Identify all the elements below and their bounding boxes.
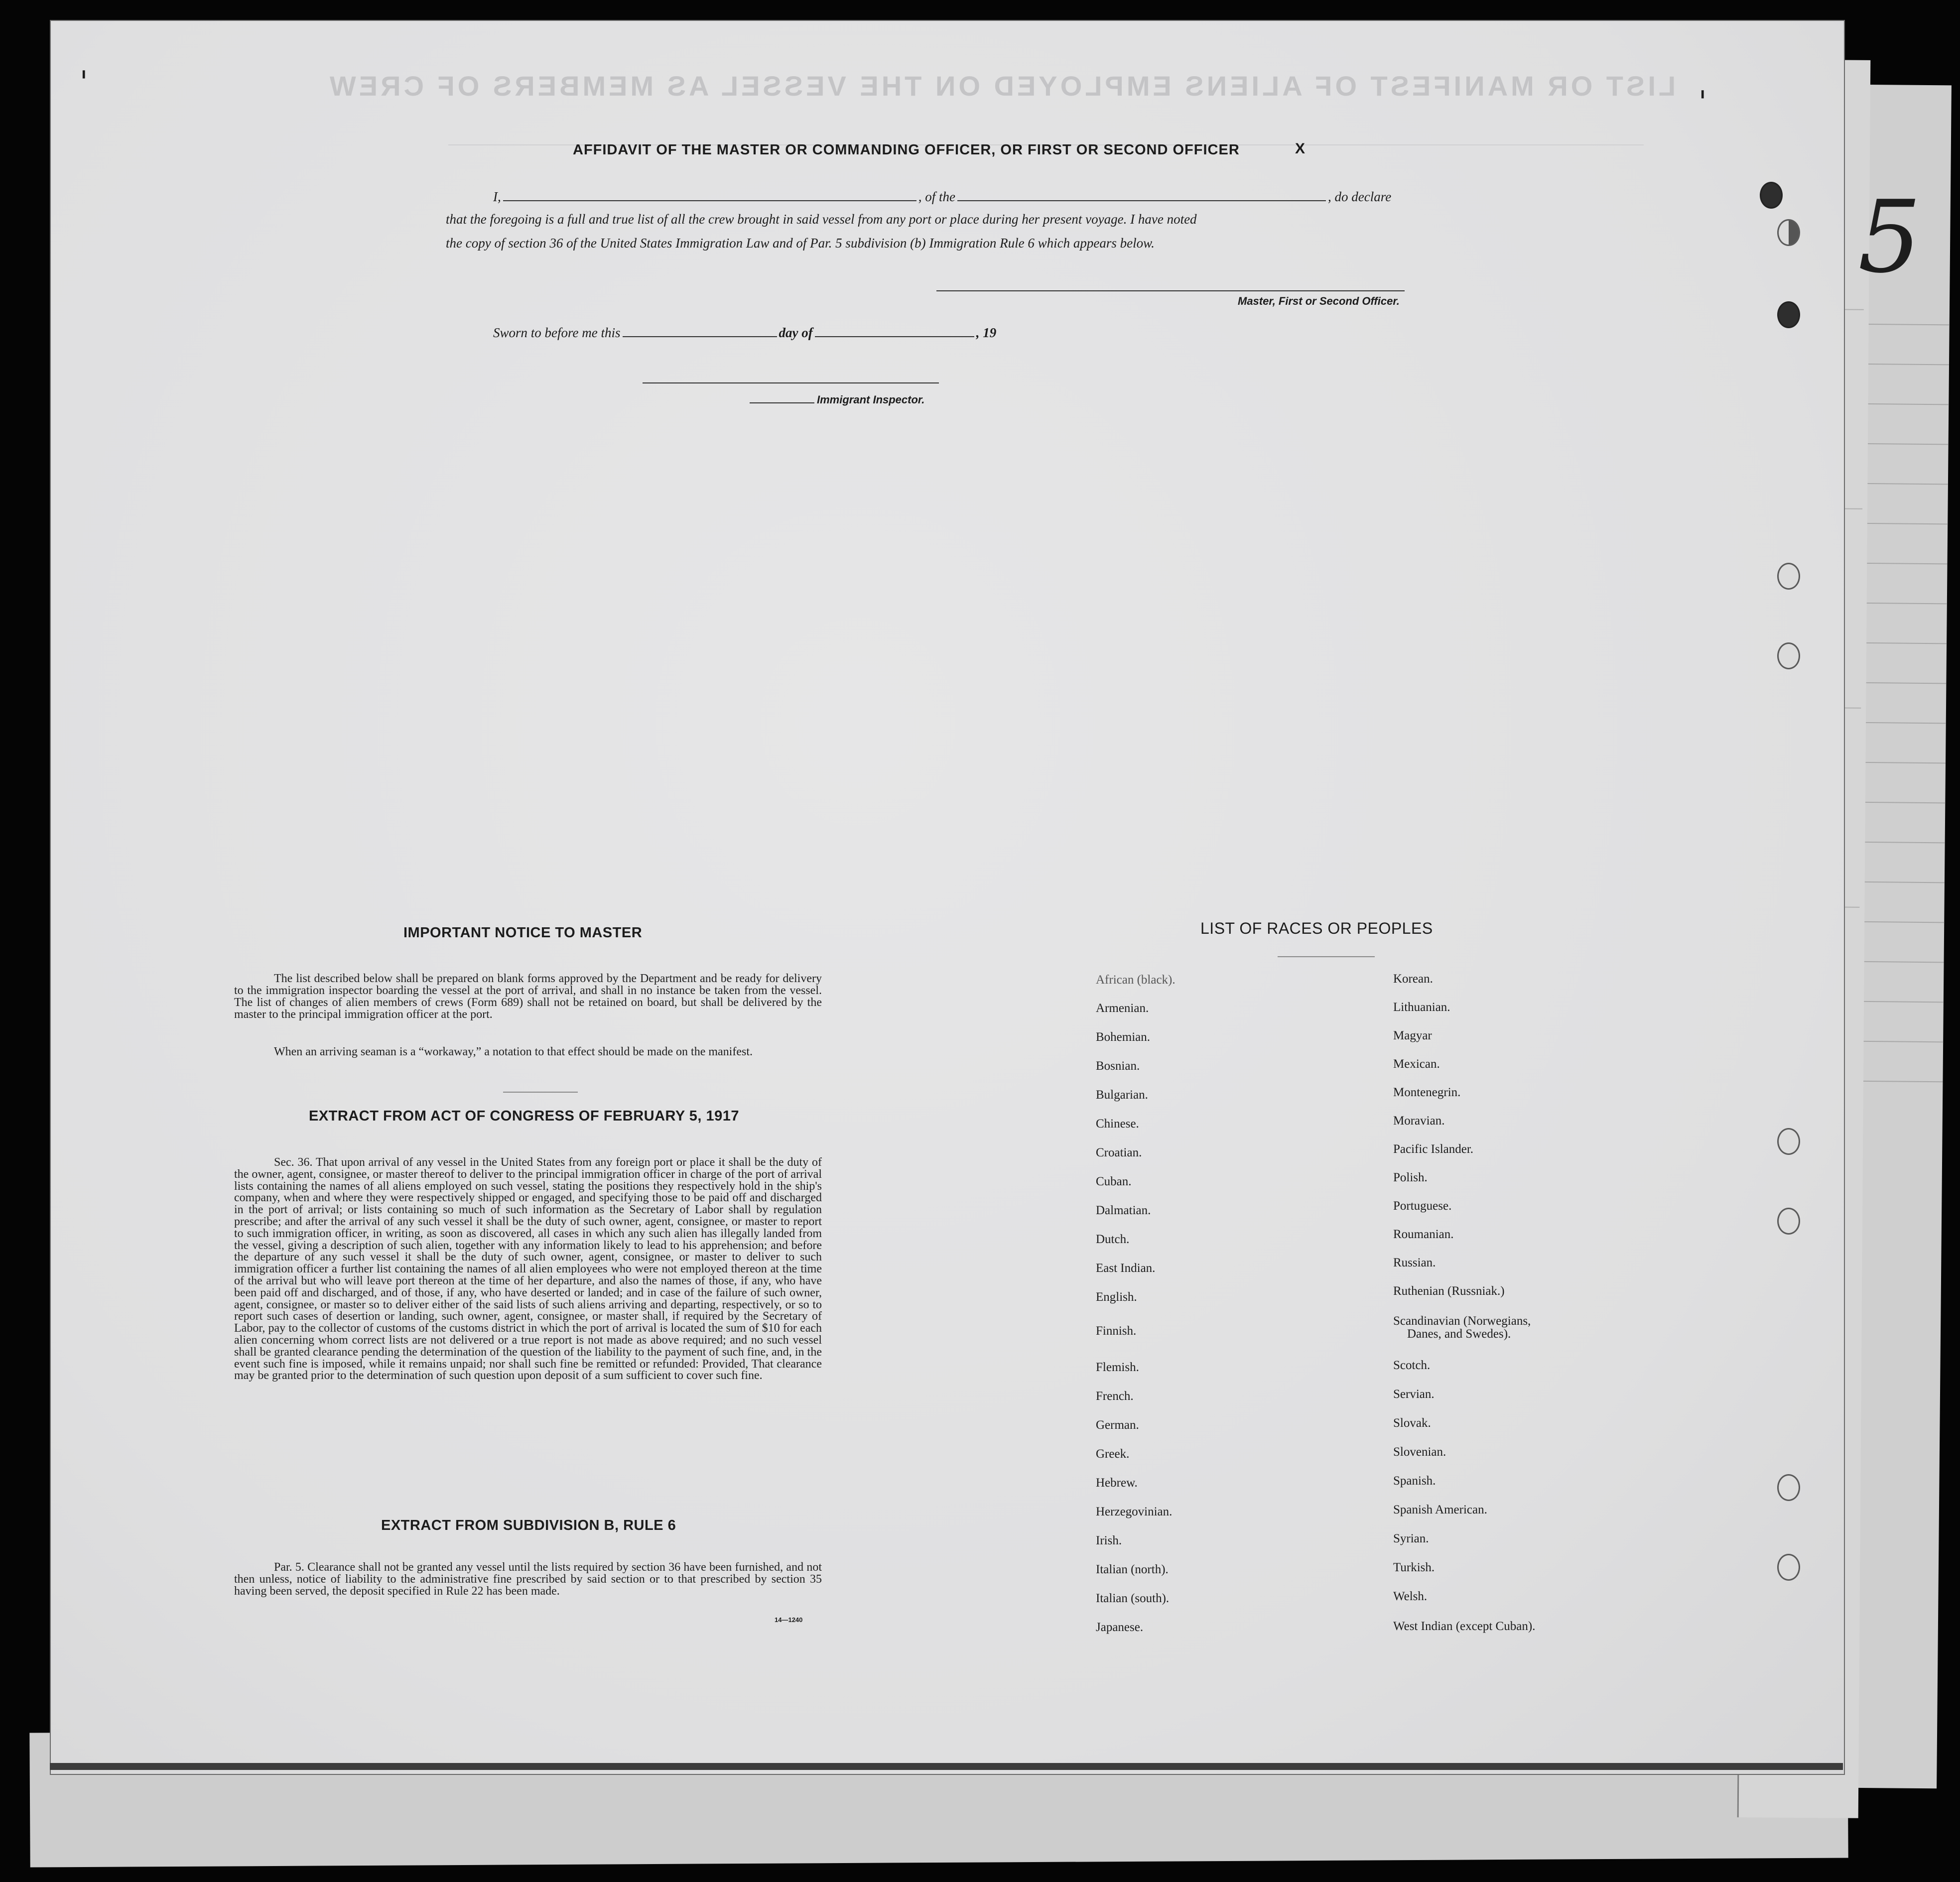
punch-hole [1777,1554,1800,1581]
affidavit-title: AFFIDAVIT OF THE MASTER OR COMMANDING OFFICER, OR FIRST OR SECOND OFFICER [573,142,1240,158]
affidavit-of-the: , of the [918,189,955,204]
corner-tick-mark: ' [1699,85,1707,120]
race-item: Welsh. [1393,1590,1428,1603]
race-item: Finnish. [1096,1324,1137,1338]
race-item: Croatian. [1096,1146,1142,1159]
sworn-month-blank[interactable] [815,325,974,337]
form-number: 14—1240 [775,1616,803,1624]
act-section-36-text: Sec. 36. That upon arrival of any vessel in the United States from any foreign port or place it shall be the duty of the owner, agent, consignee, or master thereof to deliver to the principal immigration officer in charge of the port of arrival lists containing the names of all aliens employed on such vessel, stating the positions they respectively hold in the ship's company, when and where they were respectively shipped or engaged, and specifying those to be paid off and discharged in the port of arrival; or lists containing so much of such information as the Secretary of Labor shall by regulation prescribe; and after the arrival of any such vessel it shall be the duty of such owner, agent, consignee, or master to report to such immigration officer, in writing, as soon as discovered, all cases in which any such alien has illegally landed from the vessel, giving a description of such alien, together with any information likely to lead to his apprehension; and before the departure of any such vessel it shall be the duty of such owner, agent, consignee, or master to deliver to such immigration officer a further list containing the names of all alien employees who were not employed thereon at the time of the arrival but who will leave port thereon at the time of her departure, and also the names of those, if any, who have been paid off and discharged, and of those, if any, who have deserted or landed; and in case of the failure of such owner, agent, consignee, or master so to deliver either of the said lists of such aliens arriving and departing, respectively, or so to report such cases of desertion or landing, such owner, agent, consignee, or master shall, if required by the Secretary of Labor, pay to the collector of customs of the customs district in which the port of arrival is located the sum of $10 for each alien concerning whom correct lists are not delivered or a true report is not made as above required; and no such vessel shall be granted clearance pending the determination of the question of the liability to the payment of such fine, and, in the event such fine is imposed, while it remains unpaid; nor shall such fine be remitted or refunded: Provided, That clearance may be granted prior to the determination of such question upon deposit of a sum sufficient to cover such fine. [234,1156,822,1382]
sworn-prefix: Sworn to before me this [493,325,621,340]
sworn-line [493,325,996,341]
race-item: French. [1096,1389,1134,1403]
punch-hole [1777,301,1800,328]
margin-number-mark: 5 [1858,179,1922,295]
race-item: Bosnian. [1096,1059,1140,1073]
race-item: Russian. [1393,1256,1436,1269]
sworn-year: , 19 [976,325,997,340]
punch-hole [1777,642,1800,669]
name-blank[interactable] [503,189,916,201]
race-item: Spanish. [1393,1474,1436,1488]
races-divider [1278,956,1375,957]
race-item: Moravian. [1393,1114,1445,1128]
race-item: Italian (south). [1096,1592,1170,1605]
race-item: Dalmatian. [1096,1204,1151,1217]
race-item: Bohemian. [1096,1030,1151,1044]
race-item: Polish. [1393,1171,1428,1184]
race-item: German. [1096,1418,1139,1432]
race-item: Scotch. [1393,1359,1431,1372]
inspector-short-line [750,402,814,403]
page-surface [51,21,1844,1774]
punch-hole [1777,1208,1800,1235]
affidavit-line-3: the copy of section 36 of the United States Immigration Law and of Par. 5 subdivision (b) Immigration Rule 6 which appears below. [446,236,1155,251]
rule-paragraph: Par. 5. Clearance shall not be granted any vessel until the lists required by section 36 have been furnished, and not then unless, notice of liability to the administrative fine prescribed by said section or to that prescribed by section 35 having been served, the deposit specified in Rule 22 has been made. [234,1561,822,1598]
race-item: Hebrew. [1096,1476,1138,1490]
notice-paragraph-1: The list described below shall be prepared on blank forms approved by the Department and be ready for delivery to the immigration inspector boarding the vessel at the port of arrival, and shall in no instance be taken from the vessel. The list of changes of alien members of crews (Form 689) shall not be retained on board, but shall be delivered by the master to the principal immigration officer at the port. [234,972,822,1021]
race-item: English. [1096,1290,1137,1304]
race-item: Slovenian. [1393,1445,1446,1459]
reverse-side-bleedthrough: LIST OR MANIFEST OF ALIENS EMPLOYED ON THE VESSEL AS MEMBERS OF CREW [326,70,1676,102]
race-item: Greek. [1096,1447,1130,1461]
sworn-day-of: day of [779,325,813,340]
race-item: Irish. [1096,1534,1122,1547]
race-item: Bulgarian. [1096,1088,1148,1102]
race-item: Ruthenian (Russniak.) [1393,1284,1505,1298]
act-heading: EXTRACT FROM ACT OF CONGRESS OF FEBRUARY 5, 1917 [309,1108,740,1124]
race-item: Danes, and Swedes). [1407,1327,1511,1341]
race-item: Servian. [1393,1387,1435,1401]
race-item: Cuban. [1096,1175,1132,1188]
punch-hole [1777,1474,1800,1501]
race-item: Armenian. [1096,1002,1149,1015]
affidavit-mark: X [1295,140,1306,157]
master-signature-label: Master, First or Second Officer. [1238,295,1400,307]
race-item: Slovak. [1393,1416,1431,1430]
race-item: East Indian. [1096,1261,1156,1275]
affidavit-line-2: that the foregoing is a full and true list of all the crew brought in said vessel from any port or place during her present voyage. I have noted [446,212,1197,227]
notice-heading: IMPORTANT NOTICE TO MASTER [403,925,643,941]
rule-heading: EXTRACT FROM SUBDIVISION B, RULE 6 [381,1517,676,1533]
race-item: Italian (north). [1096,1563,1169,1576]
races-heading: LIST OF RACES OR PEOPLES [1200,919,1433,937]
punch-hole [1777,219,1800,246]
race-item: Roumanian. [1393,1228,1454,1241]
master-signature-line[interactable] [936,290,1405,291]
section-divider [503,1092,578,1093]
race-item: Flemish. [1096,1361,1139,1374]
race-item: Herzegovinian. [1096,1505,1173,1518]
inspector-label: Immigrant Inspector. [817,393,925,406]
affidavit-declare: , do declare [1328,189,1392,204]
punch-hole [1777,1128,1800,1155]
race-item: African (black). [1096,973,1176,987]
affidavit-line-1 [493,189,1391,205]
race-item: Chinese. [1096,1117,1139,1130]
notice-paragraph-2: When an arriving seaman is a “workaway,” a notation to that effect should be made on the manifest. [274,1045,753,1058]
vessel-blank[interactable] [957,189,1326,201]
race-item: Turkish. [1393,1561,1435,1574]
sworn-day-blank[interactable] [623,325,777,337]
page-edge-shadow [50,1763,1843,1770]
inspector-signature-line[interactable] [643,382,939,383]
corner-tick-mark: ' [80,65,88,100]
race-item: Syrian. [1393,1532,1429,1545]
affidavit-i: I, [493,189,501,204]
race-item: West Indian (except Cuban). [1393,1620,1536,1633]
race-item: Scandinavian (Norwegians, [1393,1314,1531,1328]
punch-hole [1760,182,1783,209]
race-item: Montenegrin. [1393,1086,1461,1099]
race-item: Korean. [1393,972,1433,986]
race-item: Magyar [1393,1029,1432,1042]
race-item: Mexican. [1393,1057,1440,1071]
punch-hole [1777,563,1800,590]
document-page [50,20,1845,1775]
race-item: Dutch. [1096,1233,1130,1246]
race-item: Lithuanian. [1393,1001,1450,1014]
race-item: Spanish American. [1393,1503,1487,1516]
race-item: Portuguese. [1393,1199,1452,1213]
race-item: Pacific Islander. [1393,1142,1474,1156]
race-item: Japanese. [1096,1621,1144,1634]
